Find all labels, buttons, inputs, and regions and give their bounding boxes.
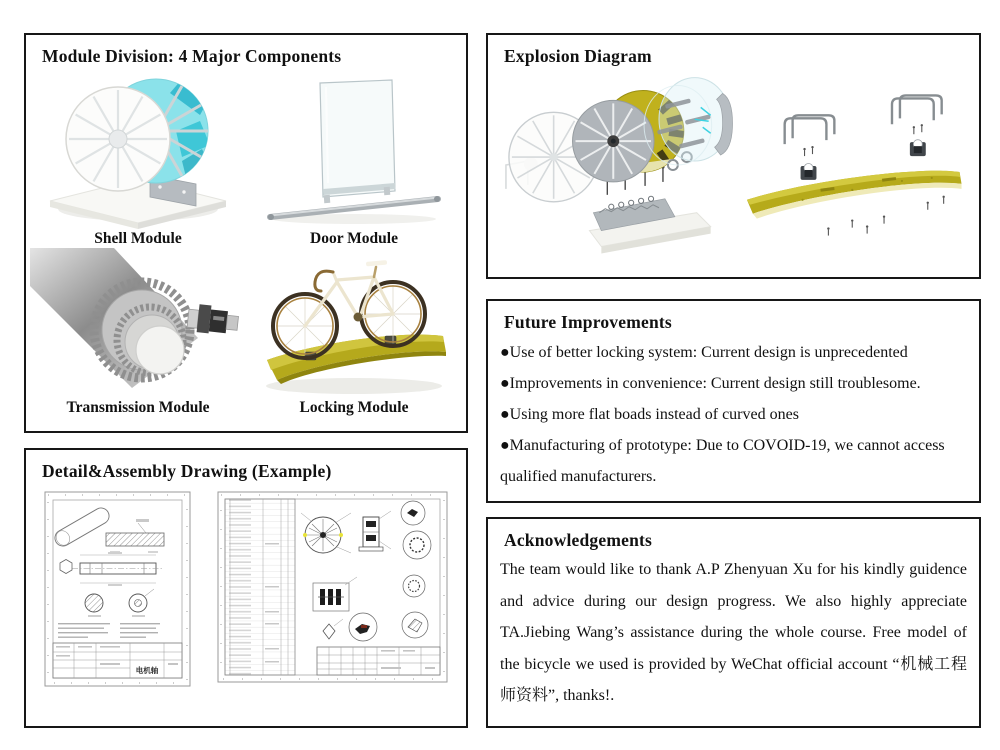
- bullet-flat-boards: ●Using more flat boads instead of curved ones: [500, 406, 799, 423]
- drawing-sheets: [26, 482, 466, 687]
- assembly-drawing-sheet: [217, 491, 448, 683]
- module-division-title: Module Division: 4 Major Components: [42, 46, 342, 66]
- bullet-locking-system: ●Use of better locking system: Current design is unprecedented: [500, 344, 908, 361]
- transmission-module-image: [30, 248, 246, 398]
- bullet-convenience: ●Improvements in convenience: Current design still troublesome.: [500, 375, 921, 392]
- future-improvements-title: Future Improvements: [504, 312, 672, 332]
- transmission-module-caption: Transmission Module: [66, 399, 210, 416]
- explosion-board-image: [733, 82, 971, 254]
- acknowledgements-body: The team would like to thank A.P Zhenyuan Xu for his kindly guidence and advice during our design progress. We also highly appreciate TA.Jiebing Wang’s assistance during the whole course. Free model of the bicycle we used is provided by WeChat official account “机械工程师资料”, thanks!.: [500, 561, 967, 704]
- acknowledgements-title: Acknowledgements: [504, 530, 653, 550]
- door-module-image: [258, 69, 450, 229]
- explosion-title: Explosion Diagram: [504, 46, 652, 66]
- figure-shell-module: [30, 69, 246, 248]
- title-block-part-name: 电机轴: [135, 666, 159, 675]
- detail-drawing-sheet: [44, 491, 191, 687]
- explosion-shell-image: [498, 69, 733, 267]
- shell-module-image: [32, 69, 244, 229]
- module-grid: [26, 67, 466, 417]
- panel-detail-assembly-drawing: [24, 448, 468, 728]
- door-module-caption: Door Module: [310, 230, 398, 247]
- figure-locking-module: [246, 248, 462, 417]
- panel-module-division: [24, 33, 468, 433]
- panel-acknowledgements: [486, 517, 981, 728]
- panel-explosion-diagram: [486, 33, 981, 279]
- explosion-images: [488, 67, 979, 267]
- panel-future-improvements: [486, 299, 981, 503]
- shell-module-caption: Shell Module: [94, 230, 182, 247]
- figure-transmission-module: [30, 248, 246, 417]
- figure-door-module: [246, 69, 462, 248]
- future-improvements-list: [488, 333, 979, 492]
- locking-module-caption: Locking Module: [299, 399, 409, 416]
- detail-drawing-title: Detail&Assembly Drawing (Example): [42, 461, 332, 481]
- bullet-prototype: ●Manufacturing of prototype: Due to COVOID-19, we cannot access qualified manufacturers.: [500, 437, 945, 485]
- locking-module-image: [253, 248, 455, 398]
